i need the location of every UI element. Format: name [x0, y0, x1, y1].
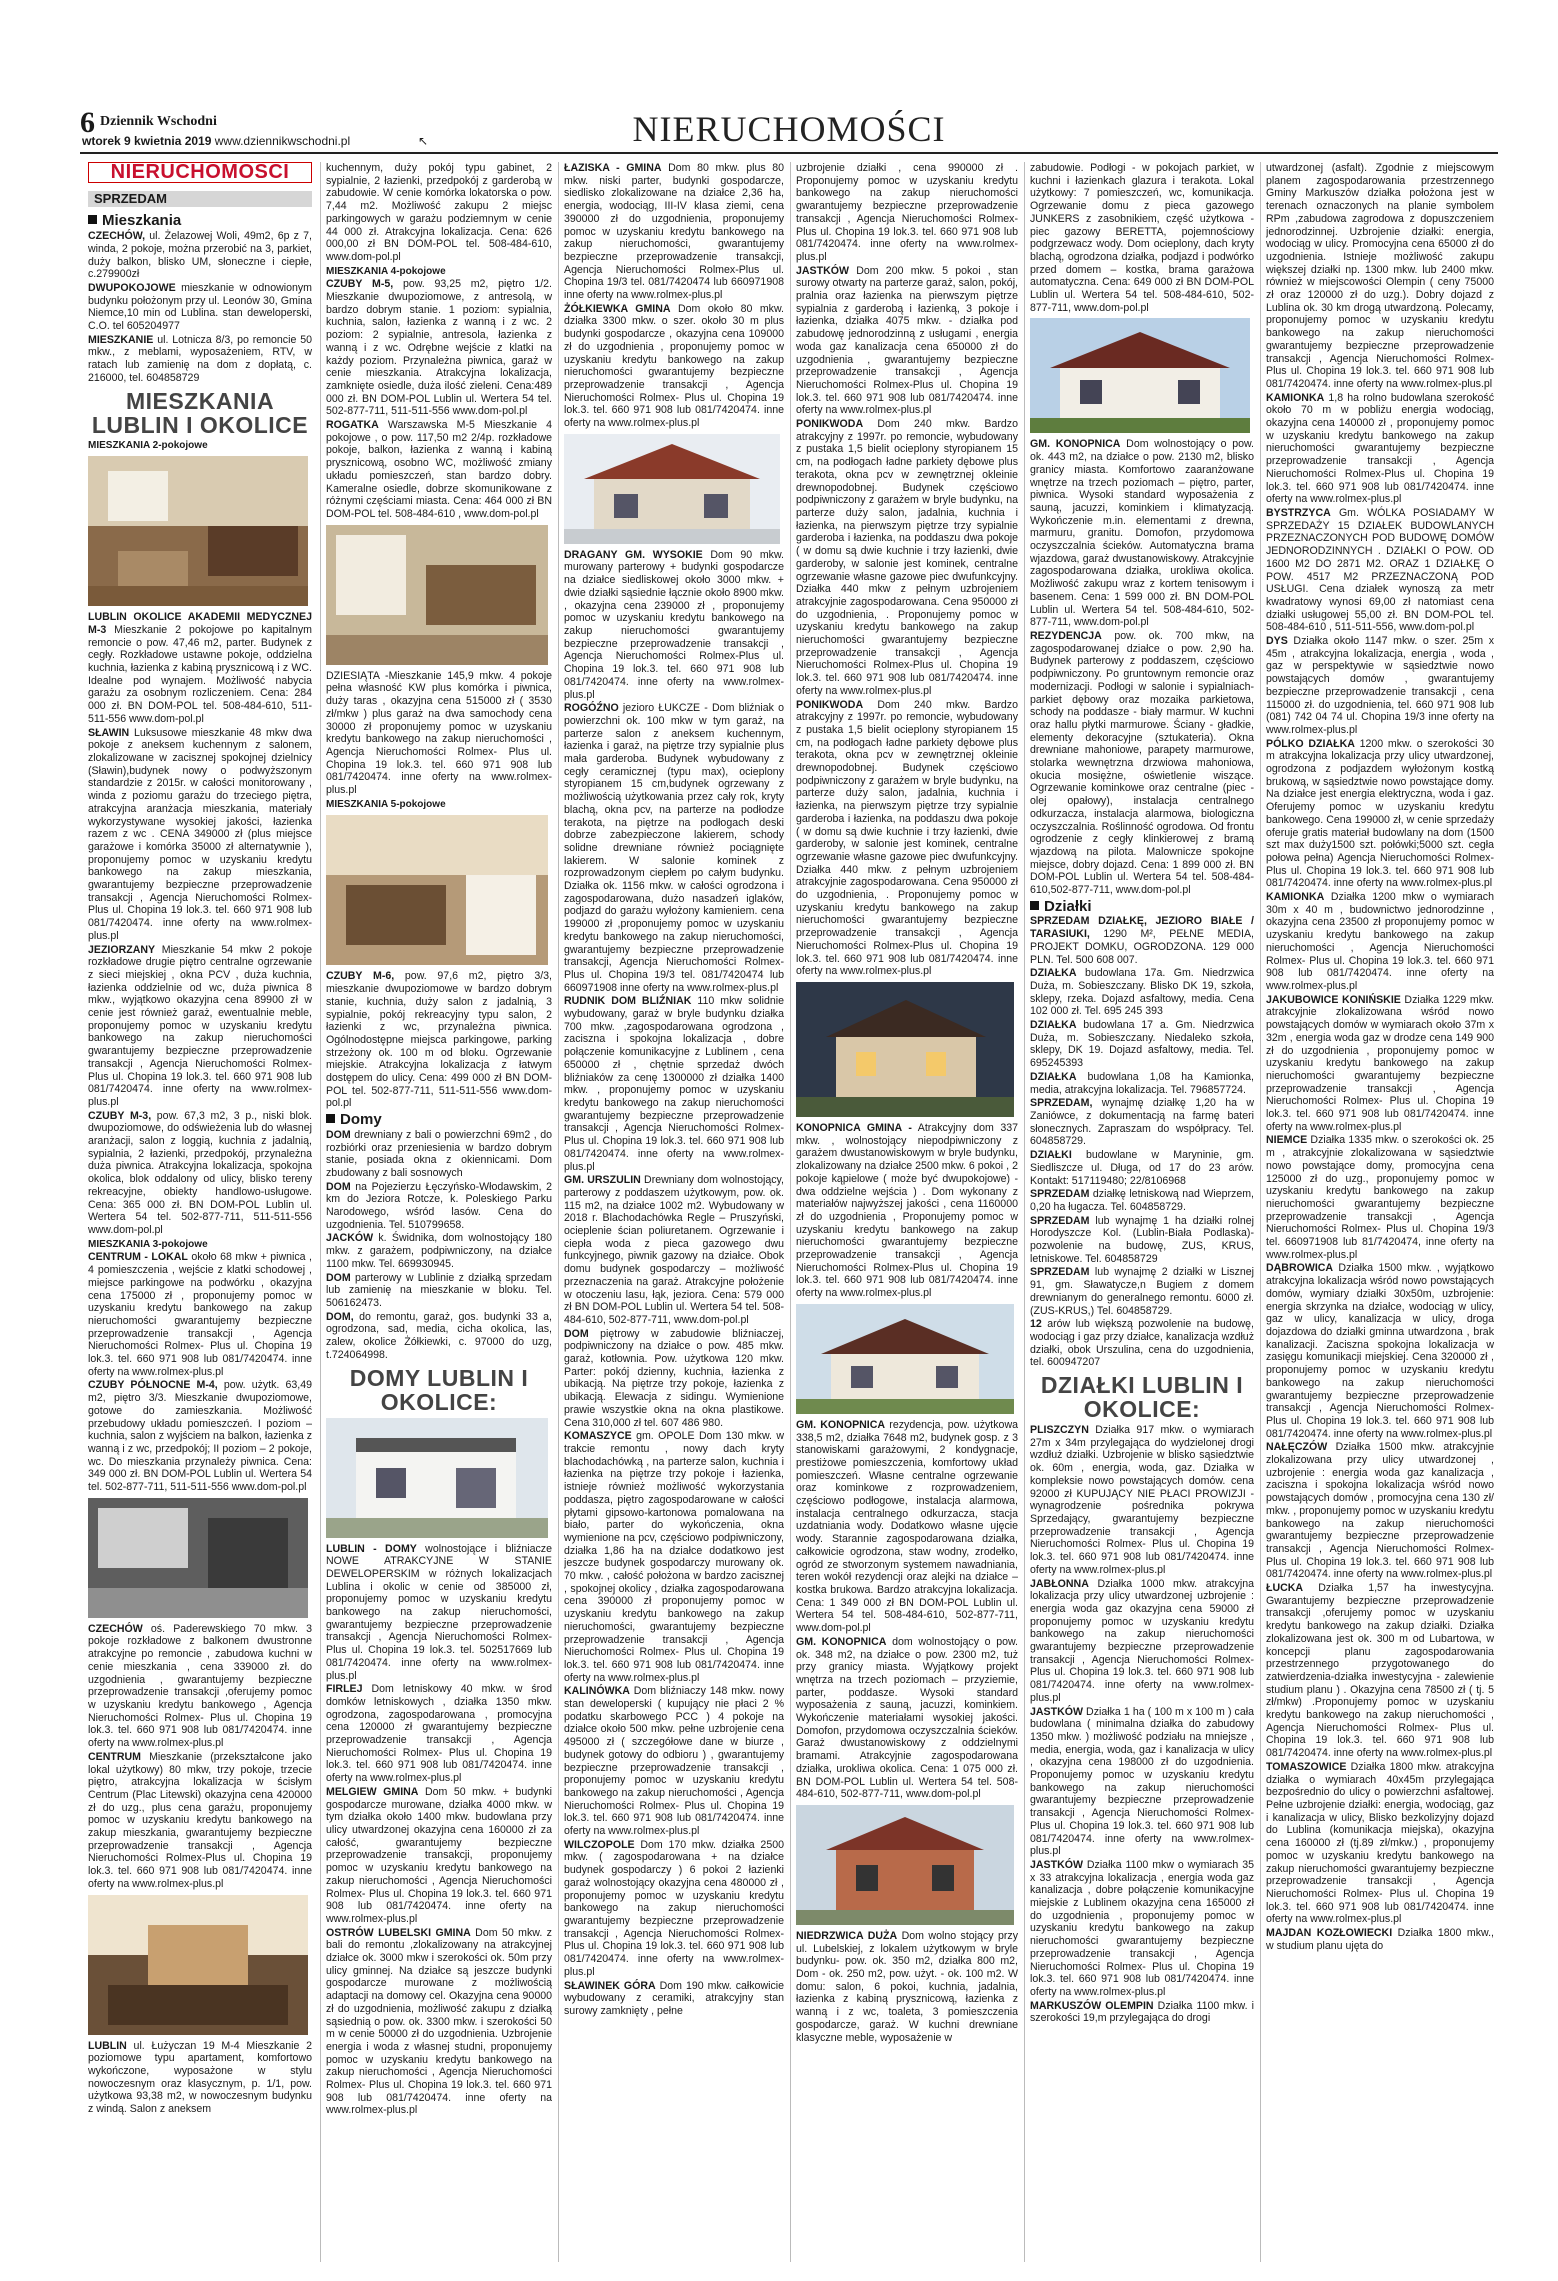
- apartment-photo: [326, 525, 548, 665]
- listing: OSTRÓW LUBELSKI GMINA Dom 50 mkw. z bali do remontu ,zlokalizowany na atrakcyjnej działce ok. 3000 mkw i szerokości ok. 50m przy ulicy gminnej. Na działce są jeszcze budynki gospodarcze murowane z możliwością adaptacji na domowy cel. Okazyjna cena 90000 zł do uzgodnienia, możliwość zakupu z działką sąsiednią o pow. ok. 3300 mkw. i szerokości 50 m w cenie 50000 zł do uzgodnienia. Uzbrojenie energia i woda z własnej studni, proponujemy pomoc w uzyskaniu kredytu bankowego na zakup nieruchomości , Agencja Nieruchomości Rolmex- Plus ul. Chopina 19 lok.3. tel. 660 971 908 lub 081/7420474. inne oferty na www.rolmex-plus.pl: [326, 1926, 552, 2117]
- listing: LUBLIN - DOMY wolnostojące i bliźniacze NOWE ATRAKCYJNE W STANIE DEWELOPERSKIM w różnych lokalizacjach Lublina i okolic w cenie od 385000 zł, proponujemy pomoc w uzyskaniu kredytu bankowego na zakup nieruchomości, gwarantujemy bezpieczne przeprowadzenie transakcji , Agencja Nieruchomości Rolmex-Plus ul. Chopina 19 lok.3. tel. 502517669 lub 081/7420474. inne oferty na www.rolmex-plus.pl: [326, 1542, 552, 1682]
- column-divider: [790, 162, 791, 2262]
- subcategory-caption: MIESZKANIA 2-pokojowe: [88, 439, 208, 451]
- page-number: 6: [80, 106, 95, 139]
- listing: PONIKWODA Dom 240 mkw. Bardzo atrakcyjny z 1997r. po remoncie, wybudowany z pustaka 1,5 bielit ocieplony styropianem 15 cm, na podłogach ładne parkiety dębowe plus terakota, okna pcv w zewnętrznej okleinie drewnopodobnej. Budynek częściowo podpiwniczony z garażem w bryle budynku, na parterze duży salon, jadalnia, kuchnia i łazienka, na pierwszym piętrze trzy sypialnie garderoba i łazienka, na poddaszu dwa pokoje ( w domu są dwie kuchnie i trzy łazienki, dwie garderoby, w salonie jest kominek, centralne ogrzewanie własne gazowe piec dwufunkcyjny. Działka 440 mkw z pełnym uzbrojeniem atrakcyjnie zagospodarowana. Cena 950000 zł do uzgodnienia, . Proponujemy pomoc w uzyskaniu kredytu bankowego na zakup nieruchomości gwarantujemy bezpieczne przeprowadzenie transakcji , Agencja Nieruchomości Rolmex-Plus ul. Chopina 19 lok.3. tel. 660 971 908 lub 081/7420474. inne oferty na www.rolmex-plus.pl: [796, 418, 1018, 697]
- column-5: [1030, 162, 1254, 2262]
- listing: DOM na Pojezierzu Łęczyńsko-Włodawskim, 2 km do Jeziora Rotcze, k. Poleskiego Parku Narodowego, wśród lasów. Cena do uzgodnienia. Tel. 510799658.: [326, 1180, 552, 1231]
- listing: MELGIEW GMINA Dom 50 mkw. + budynki gospodarcze murowane, działka 4000 mkw. w tym działka około 1400 mkw. budowlana przy ulicy utwardzonej okazyjna cena 160000 zł za całość, gwarantujemy bezpieczne przeprowadzenie transakcji, proponujemy pomoc w uzyskaniu kredytu bankowego na zakup nieruchomości , Agencja Nieruchomości Rolmex- Plus ul. Chopina 19 lok.3. tel. 660 971 908 lub 081/7420474. inne oferty na www.rolmex-plus.pl: [326, 1785, 552, 1925]
- listing: CENTRUM - LOKAL około 68 mkw + piwnica , 4 pomieszczenia , wejście z klatki schodowej , miejsce parkingowe na podwórku , okazyjna cena 175000 zł , proponujemy pomoc w uzyskaniu kredytu bankowego na zakup nieruchomości gwarantujemy bezpieczne przeprowadzenie transakcji , Agencja Nieruchomości Rolmex- Plus ul. Chopina 19 lok.3. tel. 660 971 908 lub 081/7420474. inne oferty na www.rolmex-plus.pl: [88, 1251, 312, 1378]
- square-bullet-icon: [88, 215, 97, 224]
- listing: BYSTRZYCA Gm. WÓLKA POSIADAMY W SPRZEDAŻY 15 DZIAŁEK BUDOWLANYCH PRZEZNACZONYCH POD BUDOWĘ DOMÓW JEDNORODZINNYCH . DZIAŁKI O POW. OD 1600 M2 DO 2871 M2. ORAZ 1 DZIAŁKĘ O POW. 4517 M2 PRZEZNACZONĄ POD USŁUGI. Cena działek wynoszą za metr kwadratowy wynosi 69,00 zł natomiast cena działki usługowej 55,00 zł. BN DOM-POL tel. 508-484-610 , 511-511-556, www.dom-pol.pl: [1266, 506, 1494, 634]
- listing: ŁAZISKA - GMINA Dom 80 mkw. plus 80 mkw. niski parter, budynki gospodarcze, siedlisko zlokalizowane na działce 2,36 ha, energia, wodociąg, III-IV klasa ziemi, cena 390000 zł do uzgodnienia, proponujemy pomoc w uzyskaniu kredytu bankowego na zakup nieruchomości, gwarantujemy bezpieczne przeprowadzenie transakcji, Agencja Nieruchomości Rolmex-Plus ul. Chopina 19/3 tel. 081/7420474 lub 660971908 inne oferty na www.rolmex-plus.pl: [564, 162, 784, 302]
- listing: DZIAŁKI budowlane w Maryninie, gm. Siedliszcze ul. Długa, od 17 do 23 arów. Kontakt: 517119480; 22/8106968: [1030, 1149, 1254, 1187]
- listing: SPRZEDAM lub wynajmę 1 ha działki rolnej Horodyszcze Kol. (Lublin-Biała Podlaska)-pozwolenie na budowę, ZUS, KRUS, letniskowe. Tel. 604858729: [1030, 1214, 1254, 1265]
- section-headline: DOMY LUBLIN I OKOLICE:: [349, 1364, 529, 1415]
- listing: DZIAŁKA budowlana 1,08 ha Kamionka, media, atrakcyjna lokalizacja. Tel. 796857724.: [1030, 1070, 1254, 1096]
- subcategory-caption: MIESZKANIA 4-pokojowe: [326, 265, 446, 277]
- subcategory-caption: MIESZKANIA 3-pokojowe: [88, 1238, 208, 1250]
- listing: KAMIONKA Działka 1200 mkw o wymiarach 30m x 40 m , budownictwo jednorodzinne , okazyjna cena 23500 zł proponujemy pomoc w uzyskaniu kredytu bankowego na zakup nieruchomości , Agencja Nieruchomości Rolmex- Plus ul. Chopina 19 lok.3. tel. 660 971 908 lub 081/7420474. inne oferty na www.rolmex-plus.pl: [1266, 891, 1494, 992]
- listing: SŁAWIN Luksusowe mieszkanie 48 mkw dwa pokoje z aneksem kuchennym z salonem, zlokalizowane w zacisznej spokojnej dzielnicy (Sławin),budynek nowy o podwyższonym standardzie z 2015r. w całości monitorowany , winda z poziomu garażu do trzeciego piętra, atrakcyjna aranżacja mieszkania, materiały wykorzystywane wysokiej jakości, łazienka razem z wc . CENA 349000 zł (plus miejsce garażowe i komórka 35000 zł alternatywnie ), proponujemy pomoc w uzyskaniu kredytu bankowego na zakup mieszkania, gwarantujemy bezpieczne przeprowadzenie transakcji , Agencja Nieruchomości Rolmex-Plus ul. Chopina 19 lok.3. tel. 660 971 908 lub 081/7420474. inne oferty na www.rolmex-plus.pl: [88, 726, 312, 942]
- column-divider: [1024, 162, 1025, 2262]
- listing: LUBLIN OKOLICE AKADEMII MEDYCZNEJ M-3 Mieszkanie 2 pokojowe po kapitalnym remoncie o pow. 47,46 m2, parter. Budynek z cegły. Rozkładowe ustawne pokoje, oddzielna kuchnia, łazienka z kabiną prysznicową i z WC. Idealne pod wynajem. Możliwość nabycia garażu za osobnym rozliczeniem. Cena: 284 000 zł. BN DOM-POL tel. 508-484-610, 511-511-556 www.dom-pol.pl: [88, 611, 312, 725]
- listing: ŻÓŁKIEWKA GMINA Dom około 80 mkw. działka 3300 mkw. o szer. około 30 m plus budynki gospodarcze , okazyjna cena 109000 zł do uzgodnienia , proponujemy pomoc w uzyskaniu kredytu bankowego na zakup nieruchomości gwarantujemy bezpieczne przeprowadzenie transakcji , Agencja Nieruchomości Rolmex- Plus ul. Chopina 19 lok.3. tel. 660 971 908 lub 081/7420474. inne oferty na www.rolmex-plus.pl: [564, 302, 784, 430]
- listing: JABŁONNA Działka 1000 mkw. atrakcyjna lokalizacja przy ulicy utwardzonej uzbrojenie : energia woda gaz okazyjna cena 59000 zł proponujemy pomoc w uzyskaniu kredytu bankowego na zakup nieruchomości gwarantujemy bezpieczne przeprowadzenie transakcji , Agencja Nieruchomości Rolmex- Plus ul. Chopina 19 lok.3. tel. 660 971 908 lub 081/7420474. inne oferty na www.rolmex-plus.pl: [1030, 1577, 1254, 1704]
- listing: NAŁĘCZÓW Działka 1500 mkw. atrakcyjnie zlokalizowana przy ulicy utwardzonej , uzbrojenie : energia woda gaz kanalizacja , zaciszna i spokojna lokalizacja wśród nowo powstających domów , promocyjna cena 130 zł/ mkw. , proponujemy pomoc w uzyskaniu kredytu bankowego na zakup nieruchomości gwarantujemy bezpieczne przeprowadzenie transakcji , Agencja Nieruchomości Rolmex- Plus ul. Chopina 19 lok.3. tel. 660 971 908 lub 081/7420474. inne oferty na www.rolmex-plus.pl: [1266, 1441, 1494, 1581]
- listing: zabudowie. Podłogi - w pokojach parkiet, w kuchni i łazienkach glazura i terakota. Lokal użytkowy: 7 pomieszczeń, wc, komunikacja. Ogrzewanie domu z pieca gazowego JUNKERS z zasobnikiem, część użytkowa - piec gazowy BERETTA, pojemnościowy podgrzewacz wody. Dom ocieplony, dach kryty blachą, ogrodzona działka, podjazd i podwórko przed domem – kostka, brama garażowa automatyczna. Cena: 649 000 zł BN DOM-POL Lublin ul. Wertera 54 tel. 508-484-610, 502-877-711, www.dom-pol.pl: [1030, 162, 1254, 314]
- listing: CZUBY PÓŁNOCNE M-4, pow. użytk. 63,49 m2, piętro 3/3. Mieszkanie dwupoziomowe, gotowe do zamieszkania. Możliwość przebudowy układu pomieszczeń. I poziom – kuchnia, salon z wyjściem na balkon, łazienka z wanną i z wc, przedpokój; II poziom – 2 pokoje, wc. Do mieszkania przynależy piwnica. Cena: 349 000 zł. BN DOM-POL Lublin ul. Wertera 54 tel. 502-877-711, 511-511-556 www.dom-pol.pl: [88, 1379, 312, 1494]
- listing: SPRZEDAM lub wynajmę 2 działki w Lisznej 91, gm. Sławatycze,n Bugiem z domem drewnianym do generalnego remontu. 6000 zł. (ZUS-KRUS,) Tel. 604858729.: [1030, 1266, 1254, 1317]
- listing: TOMASZOWICE Działka 1800 mkw. atrakcyjna działka o wymiarach 40x45m przylegająca bezpośrednio do ulicy o powierzchni asfaltowej. Pełne uzbrojenie działki: energia, wodociąg, gaz i kanalizacja w ulicy, Blisko bezkolizyjny dojazd do Lublina (komunikacja miejska), okazyjna cena 160000 zł (tj.89 zł/mkw.) , proponujemy pomoc w uzyskaniu kredytu bankowego na zakup nieruchomości gwarantujemy bezpieczne przeprowadzenie transakcji , Agencja Nieruchomości Rolmex- Plus ul. Chopina 19 lok.3. tel. 660 971 908 lub 081/7420474. inne oferty na www.rolmex-plus.pl: [1266, 1760, 1494, 1926]
- listing: MARKUSZÓW OLEMPIN Działka 1100 mkw. i szerokości 19,m przylegająca do drogi: [1030, 1999, 1254, 2025]
- listing: DRAGANY GM. WYSOKIE Dom 90 mkw. murowany parterowy + budynki gospodarcze na działce siedliskowej około 3000 mkw. + dwie działki sąsiednie łącznie około 8900 mkw. , okazyjna cena 239000 zł , proponujemy pomoc w uzyskaniu kredytu bankowego na zakup nieruchomości gwarantujemy bezpieczne przeprowadzenie transakcji , Agencja Nieruchomości Rolmex-Plus ul. Chopina 19 lok.3. tel. 660 971 908 lub 081/7420474. inne oferty na www.rolmex-plus.pl: [564, 548, 784, 701]
- website-link[interactable]: www.dziennikwschodni.pl: [214, 134, 351, 148]
- listing: DYS Działka około 1147 mkw. o szer. 25m x 45m , atrakcyjna lokalizacja, energia , woda , gaz w perspektywie w sąsiedztwie nowo powstających domów , gwarantujemy bezpieczne przeprowadzenie transakcji , cena 115000 zł. do uzgodnienia, tel. 660 971 908 lub (081) 742 04 74 ul. Chopina 19/3 inne oferty na www.rolmex-plus.pl: [1266, 635, 1494, 736]
- listing: NIEMCE Działka 1335 mkw. o szerokości ok. 25 m , atrakcyjnie zlokalizowana w sąsiedztwie nowo powstające domy, promocyjna cena 125000 zł do uzg., proponujemy pomoc w uzyskaniu kredytu bankowego na zakup nieruchomości gwarantujemy bezpieczne przeprowadzenie transakcji , Agencja Nieruchomości Rolmex- Plus ul. Chopina 19/3 tel. 660971908 lub 81/7420474, inne oferty na www.rolmex-plus.pl: [1266, 1134, 1494, 1261]
- section-headline: DZIAŁKI LUBLIN I OKOLICE:: [1040, 1372, 1244, 1423]
- column-4: [796, 162, 1018, 2262]
- column-divider: [320, 162, 321, 2262]
- listing: KALINÓWKA Dom bliźniaczy 148 mkw. nowy stan deweloperski ( kupujący nie płaci 2 % podatku skarbowego PCC ) 4 pokoje na działce około 500 mkw. pełne uzbrojenie cena 495000 zł ( szczegółowe dane w biurze , budynek gotowy do odbioru ) , gwarantujemy bezpieczne przeprowadzenie transakcji , proponujemy pomoc w uzyskaniu kredytu bankowego na zakup nieruchomości , Agencja Nieruchomości Rolmex- Plus ul. Chopina 19 lok.3. tel. 660 971 908 lub 081/7420474. inne oferty na www.rolmex-plus.pl: [564, 1685, 784, 1838]
- listing: DZIESIĄTA -Mieszkanie 145,9 mkw. 4 pokoje pełna własność KW plus komórka i piwnica, duży taras , okazyjna cena 515000 zł ( 3530 zł/mkw ) plus garaż na dwa samochody cena 30000 zł proponujemy pomoc w uzyskaniu kredytu bankowego na zakup nieruchomości , Agencja Nieruchomości Rolmex- Plus ul. Chopina 19 lok.3. tel. 660 971 908 lub 081/7420474. inne oferty na www.rolmex-plus.pl: [326, 669, 552, 797]
- subheading-text: Mieszkania: [102, 212, 182, 230]
- square-bullet-icon: [326, 1114, 335, 1123]
- column-2: [326, 162, 552, 2262]
- listing: FIRLEJ Dom letniskowy 40 mkw. w środ domków letniskowych , działka 1350 mkw. ogrodzona, zagospodarowana , promocyjna cena 120000 zł gwarantujemy bezpieczne przeprowadzenie transakcji , Agencja Nieruchomości Rolmex- Plus ul. Chopina 19 lok.3. tel. 660 971 908 lub 081/7420474. inne oferty na www.rolmex-plus.pl: [326, 1683, 552, 1785]
- category-box: NIERUCHOMOŚCI: [88, 162, 312, 183]
- house-photo: [326, 1418, 548, 1538]
- listing: GM. URSZULIN Drewniany dom wolnostojący, parterowy z poddaszem użytkowym, pow. ok. 115 m2, na działce 1002 m2. Wybudowany w 2018 r. Blachodachówka Regle – Pruszyński, ocieplenie ścian poliuretanem. Ogrzewanie i ciepła woda z pieca gazowego dwu funkcyjnego, piwnik gazowy na działce. Obok domu budynek gospodarczy – możliwość przeznaczenia na garaż. Atrakcyjne położenie w otoczeniu lasu, łąk, jeziora. Cena: 579 000 zł BN DOM-POL Lublin ul. Wertera 54 tel. 508-484-610, 502-877-711, www.dom-pol.pl: [564, 1174, 784, 1326]
- publication-name: Dziennik Wschodni: [100, 114, 217, 129]
- subheading-mieszkania: [88, 212, 312, 230]
- issue-date-text: wtorek 9 kwietnia 2019: [82, 134, 212, 148]
- listing: NIEDRZWICA DUŻA Dom wolno stojący przy ul. Lubelskiej, z lokalem użytkowym w bryle budynku- pow. ok. 350 m2, działka 800 m2, Dom - ok. 250 m2, pow. użyt. - ok. 100 m2. W domu: salon, 6 pokoi, kuchnia, jadalnia, łazienka z kabiną prysznicową, łazienka z wanną i z wc, toaleta, 3 pomieszczenia gospodarcze, garaż. W kuchni drewniane klasyczne meble, wyposażenie w: [796, 1929, 1018, 2044]
- apartment-photo: [88, 1895, 308, 2035]
- listing: MIESZKANIE ul. Lotnicza 8/3, po remoncie 50 mkw., z meblami, wyposażeniem, RTV, w ratach lub zamienię na dom z dopłatą, c. 216000, tel. 604858729: [88, 333, 312, 384]
- listing: PÓLKO DZIAŁKA 1200 mkw. o szerokości 30 m atrakcyjna lokalizacja przy ulicy utwardzonej, ogrodzona z podjazdem wyłożonym kostką brukową, w sąsiedztwie nowo powstające domy. Na działce jest energia elektryczna, woda i gaz. Oferujemy pomoc w uzyskaniu kredytu bankowego. Cena 199000 zł, w cenie sprzedaży oferuje gratis materiał budowlany na dom (1500 szt max duży1500 szt. połówki;5000 szt. cegła połowa pełna) Agencja Nieruchomości Rolmex- Plus ul. Chopina 19 lok.3. tel. 660 971 908 lub 081/7420474. inne oferty na www.rolmex-plus.pl: [1266, 737, 1494, 890]
- listing: JASTKÓW Dom 200 mkw. 5 pokoi , stan surowy otwarty na parterze garaż, salon, pokój, pralnia oraz łazienka na pierwszym piętrze sypialnia z garderobą i łazienką, 3 pokoje i łazienka, działka 4075 mkw. - działka pod zabudowę jednorodzinną z usługami , energia woda gaz kanalizacja cena 650000 zł do uzgodnienia , gwarantujemy bezpieczne przeprowadzenie transakcji , Agencja Nieruchomości Rolmex-Plus ul. Chopina 19 lok.3. tel. 660 971 908 lub 081/7420474. inne oferty na www.rolmex-plus.pl: [796, 264, 1018, 417]
- listing: JASTKÓW Działka 1 ha ( 100 m x 100 m ) cała budowlana ( minimalna działka do zabudowy 1350 mkw. ) możliwość podziału na mniejsze , media, energia, woda, gaz i kanalizacja w ulicy , okazyjna cena 198000 zł do uzgodnienia. Proponujemy pomoc w uzyskaniu kredytu bankowego na zakup nieruchomości gwarantujemy bezpieczne przeprowadzenie transakcji , Agencja Nieruchomości Rolmex- Plus ul. Chopina 19 lok.3. tel. 660 971 908 lub 081/7420474. inne oferty na www.rolmex-plus.pl: [1030, 1705, 1254, 1858]
- page-header: [80, 108, 1498, 154]
- listing: DOM, do remontu, garaż, gos. budynki 33 a, ogrodzona, sad, media, cicha okolica, las, zalew, okolice Żółkiewki, c. 97000 do uzg, t.724064998.: [326, 1310, 552, 1361]
- listing: CZECHÓW, ul. Żelazowej Woli, 49m2, 6p z 7, winda, 2 pokoje, można przerobić na 3, parkiet, duży balkon, blisko UM, słoneczne i ciepłe, c.279900zł: [88, 230, 312, 281]
- listing: CENTRUM Mieszkanie (przekształcone jako lokal użytkowy) 80 mkw, trzy pokoje, trzecie piętro, atrakcyjna lokalizacja w ścisłym Centrum (Plac Litewski) okazyjna cena 420000 zł do uzg., plus cena garażu, proponujemy pomoc w uzyskaniu kredytu bankowego na zakup mieszkania, gwarantujemy bezpieczne przeprowadzenie transakcji , Agencja Nieruchomości Rolmex-Plus ul. Chopina 19 lok.3. tel. 660 971 908 lub 081/7420474. inne oferty na www.rolmex-plus.pl: [88, 1750, 312, 1890]
- listing: ROGÓŹNO jezioro ŁUKCZE - Dom bliźniak o powierzchni ok. 100 mkw w tym garaż, na parterze salon z aneksem kuchennym, łazienka i garaż, na piętrze trzy sypialnie plus mała garderoba. Budynek wybudowany z cegły ceramicznej (typu max), ocieplony styropianem 15 cm,budynek ogrzewany z możliwością użytkowania przez cały rok, kryty blachą, okna pcv, na parterze na podłodze terakota, na piętrze na podłogach deski dobrze zabezpieczone lakierem, schody solidne drewniane również pociągnięte lakierem. W salonie kominek z rozprowadzonym ciepłem po całym budynku. Działka ok. 1156 mkw. w całości ogrodzona i zagospodarowana, dużo nasadzeń iglaków, podjazd do garażu wyłożony kamieniem. cena 199000 zł ,proponujemy pomoc w uzyskaniu kredytu bankowego na zakup nieruchomości, gwarantujemy bezpieczne przeprowadzenie transakcji, Agencja Nieruchomości Rolmex-Plus ul. Chopina 19/3 tel. 081/7420474 lub 660971908 inne oferty na www.rolmex-plus.pl: [564, 702, 784, 994]
- listing: KONOPNICA GMINA - Atrakcyjny dom 337 mkw. , wolnostojący niepodpiwniczony z garażem dwustanowiskowym w bryle budynku, zlokalizowany na działce 2500 mkw. 6 pokoi , 2 pokoje kąpielowe ( może być dwupokojowe) - dwa oddzielne wejścia ) . Dom wykonany z materiałów najwyższej jakości , cena 1160000 zł do uzgodnienia , Proponujemy pomoc w uzyskaniu kredytu bankowego na zakup nieruchomości gwarantujemy bezpieczne przeprowadzenie transakcji , Agencja Nieruchomości Rolmex-Plus ul. Chopina 19 lok.3. tel. 660 971 908 lub 081/7420474. inne oferty na www.rolmex-plus.pl: [796, 1122, 1018, 1300]
- column-1: [88, 162, 312, 2262]
- column-divider: [1260, 162, 1261, 2262]
- apartment-photo: [88, 456, 308, 606]
- listing: CZUBY M-6, pow. 97,6 m2, piętro 3/3, mieszkanie dwupoziomowe w bardzo dobrym stanie, kuchnia, duży salon z jadalnią, 3 sypialnie, pokój rekreacyjny typu salon, 2 łazienki z wc, przynależna piwnica. Ogólnodostępne miejsca parkingowe, parking strzeżony ok. 100 m od bloku. Ogrzewanie miejskie. Atrakcyjna lokalizacja z łatwym dostępem do ulicy. Cena: 499 000 zł BN DOM-POL tel. 502-877-711, 511-511-556 www.dom-pol.pl: [326, 970, 552, 1110]
- section-title: NIERUCHOMOŚCI: [632, 109, 946, 149]
- subheading-text: Działki: [1044, 897, 1092, 915]
- listing: RUDNIK DOM BLIŹNIAK 110 mkw solidnie wybudowany, garaż w bryle budynku działka 700 mkw. ,zagospodarowana ogrodzona , zaciszna i spokojna lokalizacja , dobre połączenie komunikacyjne z Lublinem , cena 650000 zł , chętnie sprzedaż dwóch bliźniaków za cenę 1300000 zł działka 1400 mkw. , proponujemy pomoc w uzyskaniu kredytu bankowego na zakup nieruchomości gwarantujemy bezpieczne przeprowadzenie transakcji , Agencja Nieruchomości Rolmex- Plus ul. Chopina 19 lok.3. tel. 660 971 908 lub 081/7420474. inne oferty na www.rolmex-plus.pl: [564, 995, 784, 1173]
- house-photo: [1030, 318, 1250, 433]
- house-photo: [796, 982, 1014, 1117]
- listing: MAJDAN KOZŁOWIECKI Działka 1800 mkw., w studium planu ujęta do: [1266, 1927, 1494, 1952]
- listing: GM. KONOPNICA rezydencja, pow. użytkowa 338,5 m2, działka 7648 m2, budynek gosp. z 3 stanowiskami garażowymi, 2 kondygnacje, prestiżowe pomieszczenia, komfortowy układ pomieszczeń. Własne centralne ogrzewanie oraz kominkowe z rozprowadzeniem, częściowo podłogowe, instalacja alarmowa, instalacja centralnego odkurzacza, stacja uzdatniania wody. Dodatkowo własne ujęcie wody. Starannie zagospodarowana działka, całkowicie ogrodzona, staw wodny, zrodełko, ogród ze stworzonym systemem nawadniania, teren wokół rezydencji oraz alejki na działce – kostka brukowa. Bardzo atrakcyjna lokalizacja. Cena: 1 349 000 zł BN DOM-POL Lublin ul. Wertera 54 tel. 508-484-610, 502-877-711, www.dom-pol.pl: [796, 1418, 1018, 1635]
- listing: DĄBROWICA Działka 1500 mkw. , wyjątkowo atrakcyjna lokalizacja wśród nowo powstających domów, wymiary działki 30x50m, uzbrojenie: energia skrzynka na działce, wodociąg w ulicy, gaz w ulicy, kanalizacja w ulicy, droga dojazdowa do działki gminna utwardzona , brak kanalizacji. Zaciszna spokojna lokalizacja w zasięgu komunikacji miejskiej. Cena 320000 zł , proponujemy pomoc w uzyskaniu kredytu bankowego na zakup nieruchomości gwarantujemy bezpieczne przeprowadzenie transakcji , Agencja Nieruchomości Rolmex- Plus ul. Chopina 19 lok.3. tel. 660 971 908 lub 081/7420474. inne oferty na www.rolmex-plus.pl: [1266, 1262, 1494, 1440]
- apartment-photo: [326, 815, 548, 965]
- column-divider: [558, 162, 559, 2262]
- listing: JASTKÓW Działka 1100 mkw o wymiarach 35 x 33 atrakcyjna lokalizacja , energia woda gaz kanalizacja , dobre połączenie komunikacyjne miejskie z Lublinem okazyjna cena 165000 zł do uzgodnienia , proponujemy pomoc w uzyskaniu kredytu bankowego na zakup nieruchomości gwarantujemy bezpieczne przeprowadzenie transakcji , Agencja Nieruchomości Rolmex- Plus ul. Chopina 19 lok.3. tel. 660 971 908 lub 081/7420474. inne oferty na www.rolmex-plus.pl: [1030, 1858, 1254, 1998]
- subheading-text: Domy: [340, 1111, 382, 1129]
- category-bar: SPRZEDAM: [88, 191, 312, 208]
- listing: SPRZEDAM działkę letniskową nad Wieprzem, 0,20 ha ługacza. Tel. 604858729.: [1030, 1188, 1254, 1213]
- house-photo: [796, 1805, 1014, 1925]
- listing: DZIAŁKA budowlana 17 a. Gm. Niedrzwica Duża, m. Sobieszczany. Niedaleko szkoła, sklepy, DK 19. Dojazd asfaltowy, media. Tel. 695245393: [1030, 1019, 1254, 1070]
- listing: JAKUBOWICE KONIŃSKIE Działka 1229 mkw. atrakcyjnie zlokalizowana wśród nowo powstających domów w wymiarach około 37m x 32m , energia woda gaz w drodze cena 149 900 zł do uzgodnienia , proponujemy pomoc w uzyskaniu kredytu bankowego na zakup nieruchomości gwarantujemy bezpieczne przeprowadzenie transakcji , Agencja Nieruchomości Rolmex- Plus ul. Chopina 19 lok.3. tel. 660 971 908 lub 081/7420474. inne oferty na www.rolmex-plus.pl: [1266, 993, 1494, 1133]
- listing: kuchennym, duży pokój typu gabinet, 2 sypialnie, 2 łazienki, przedpokój z garderobą w zabudowie. W cenie komórka lokatorska o pow. 7,44 m2. Możliwość zakupu 2 miejsc parkingowych w garażu podziemnym w cenie 44 000 zł. Atrakcyjna lokalizacja. Cena: 626 000,00 zł BN DOM-POL tel. 508-484-610, www.dom-pol.pl: [326, 162, 552, 263]
- listing: DOM drewniany z bali o powierzchni 69m2 , do rozbiórki oraz przeniesienia w bardzo dobrym stanie, posiada okna z okiennicami. Dom zbudowany z bali sosnowych: [326, 1128, 552, 1179]
- listing: SPRZEDAM DZIAŁKĘ, JEZIORO BIAŁE / TARASIUKI, 1290 M², PEŁNE MEDIA, PROJEKT DOMKU, OGRODZONA. 129 000 PLN. Tel. 500 608 007.: [1030, 915, 1254, 966]
- house-photo: [796, 1304, 1014, 1414]
- apartment-photo: [88, 1498, 308, 1618]
- listing: PLISZCZYN Działka 917 mkw. o wymiarach 27m x 34m przylegająca do wydzielonej drogi wzdłuż działki. Uzbrojenie w blisko sąsiedztwie ok. 60m , energia, woda, gaz. Działka w kompleksie nowo powstających domów. cena 92000 zł KUPUJĄCY NIE PŁACI PROWIZJI -wynagrodzenie pośrednika pokrywa Sprzedający, gwarantujemy bezpieczne przeprowadzenie transakcji , Agencja Nieruchomości Rolmex- Plus ul. Chopina 19 lok.3. tel. 660 971 908 lub 081/7420474. inne oferty na www.rolmex-plus.pl: [1030, 1424, 1254, 1576]
- cursor-arrow-icon: ↖: [418, 134, 429, 148]
- listing: JEZIORZANY Mieszkanie 54 mkw 2 pokoje rozkładowe drugie piętro centralne ogrzewanie z sieci miejskiej , okna PCV , duża kuchnia, łazienka oddzielnie od wc, duża piwnica 8 mkw., wyjątkowo okazyjna cena 89900 zł w cenie jest również garaż, ewentualnie meble, proponujemy pomoc w uzyskaniu kredytu bankowego na zakup nieruchomości gwarantujemy bezpieczne przeprowadzenie transakcji , Agencja Nieruchomości Rolmex- Plus ul. Chopina 19 lok.3. tel. 660 971 908 lub 081/7420474. inne oferty na www.rolmex-plus.pl: [88, 943, 312, 1108]
- listing: utwardzonej (asfalt). Zgodnie z miejscowym planem zagospodarowania przestrzennego Gminy Markuszów działka położona jest w terenach oznaczonych na planie symbolem RPm ,zabudowa zagrodowa z dopuszczeniem jednorodzinnej. Uzbrojenie działki: energia, wodociąg w ulicy. Promocyjna cena 65000 zł do uzgodnienia. Istnieje możliwość zakupu większej działki np. 1300 mkw. lub 2400 mkw. również w miejscowości Olempin ( ceny 75000 zł oraz 120000 zł do uzg.). Dobry dojazd z Lublina ok. 30 km drogą utwardzoną. Polecamy, proponujemy pomoc w uzyskaniu kredytu bankowego na zakup nieruchomości gwarantujemy bezpieczne przeprowadzenie transakcji , Agencja Nieruchomości Rolmex- Plus ul. Chopina 19 lok.3. tel. 660 971 908 lub 081/7420474. inne oferty na www.rolmex-plus.pl: [1266, 162, 1494, 390]
- listing: SPRZEDAM, wynajmę działkę 1,20 ha w Zaniówce, z dokumentacją na farmę bateri słonecznych. Zapraszam do współpracy. Tel. 604858729.: [1030, 1097, 1254, 1148]
- listing: DOM piętrowy w zabudowie bliźniaczej, podpiwniczony na działce o pow. 485 mkw. garaż, kotłownia. Pow. użytkowa 120 mkw. Parter: pokój dzienny, kuchnia, łazienka z ubikacją. Na piętrze trzy pokoje, łazienka z ubikacją. Elewacja z sidingu. Wymienione prawie wszystkie okna na okna plastikowe. Cena 310,000 zł tel. 607 486 980.: [564, 1327, 784, 1429]
- listing: DWUPOKOJOWE mieszkanie w odnowionym budynku położonym przy ul. Leonów 30, Gmina Niemce,10 min od Lublina. stan deweloperski, C.O. tel 605204977: [88, 281, 312, 333]
- column-3: [564, 162, 784, 2262]
- listing: KOMASZYCE gm. OPOLE Dom 130 mkw. w trakcie remontu , nowy dach kryty blachodachówką , na parterze salon, kuchnia i łazienka na piętrze trzy pokoje i łazienka, istnieje również możliwość wykorzystania poddasza, piętro zagospodarowane w całości płytami gipsowo-kartonowa pomalowana na biało, parter do wykończenia, okna wymienione na pcv, częściowo podpiwniczony, działka 1,86 ha na działce dodatkowo jest jeszcze budynek gospodarczy murowany ok. 70 mkw. , całość położona w bardzo zacisznej , spokojnej okolicy , działka zagospodarowana cena 390000 zł proponujemy pomoc w uzyskaniu kredytu bankowego na zakup nieruchomości, gwarantujemy bezpieczne przeprowadzenie transakcji , Agencja Nieruchomości Rolmex- Plus ul. Chopina 19 lok.3. tel. 660 971 908 lub 081/7420474. inne oferty na www.rolmex-plus.pl: [564, 1430, 784, 1684]
- listing: JACKÓW k. Świdnika, dom wolnostojący 180 mkw. z garażem, podpiwniczony, na działce 1100 mkw. Tel. 669930945.: [326, 1232, 552, 1270]
- listing: REZYDENCJA pow. ok. 700 mkw, na zagospodarowanej działce o pow. 2,90 ha. Budynek parterowy z poddaszem, częściowo podpiwniczony. Po gruntownym remoncie oraz modernizacji. Podłogi w salonie i sypialniach- parkiet dębowy oraz mozaika parkietowa, schody na poddasze - biały marmur. W kuchni oraz hallu płytki marmurowe. Ściany - gładkie, elementy dekoracyjne (sztukateria). Okna drewniane mahoniowe, parapety marmurowe, stolarka wewnętrzna drzwiowa mahoniowa, okucia mosiężne, oświetlenie wiszące. Ogrzewanie kominkowe oraz centralne (piec - olej opałowy), instalacja centralnego odkurzacza, instalacja alarmowa, biologiczna oczyszczalnia. Roślinność ogrodowa. Od frontu ogrodzenie z cegły klinkierowej z bramą wjazdową na pilota. Malownicze spokojne miejsce, dobry dojazd. Cena: 1 899 000 zł. BN DOM-POL Lublin ul. Wertera 54 tel. 508-484-610,502-877-711, www.dom-pol.pl: [1030, 629, 1254, 897]
- column-6: [1266, 162, 1494, 2262]
- house-photo: [564, 434, 780, 544]
- listing: KAMIONKA 1,8 ha rolno budowlana szerokość około 70 m w pobliżu energia wodociąg, okazyjna cena 140000 zł , proponujemy pomoc w uzyskaniu kredytu bankowego na zakup nieruchomości gwarantujemy bezpieczne przeprowadzenie transakcji , Agencja Nieruchomości Rolmex-Plus ul. Chopina 19 lok.3. tel. 660 971 908 lub 081/7420474. inne oferty na www.rolmex-plus.pl: [1266, 391, 1494, 506]
- listing: GM. KONOPNICA dom wolnostojący o pow. ok. 348 m2, na działce o pow. 2300 m2, tuż przy granicy miasta. Wyjątkowy projekt wnętrza na trzech poziomach – przyziemie, parter, poddasze. Wysoki standard wyposażenia z sauną, jacuzzi, kominkiem. Wykończenie materiałami wysokiej jakości. Domofon, przydomowa oczyszczalnia ścieków. Garaż dwustanowiskowy z oddzielnymi bramami. Atrakcyjnie zagospodarowana działka, urokliwa okolica. Cena: 1 075 000 zł. BN DOM-POL Lublin ul. Wertera 54 tel. 508-484-610, 502-877-711, www.dom-pol.pl: [796, 1635, 1018, 1801]
- subheading-domy: [326, 1111, 552, 1129]
- listing: ROGATKA Warszawska M-5 Mieszkanie 4 pokojowe , o pow. 117,50 m2 2/4p. rozkładowe pokoje, balkon, łazienka z wanną i kabiną prysznicową, osobno WC, możliwość zmiany układu pomieszczeń, stan bardzo dobry. Kameralne osiedle, dobrze skomunikowane z różnymi częściami miasta. Cena: 464 000 zł BN DOM-POL tel. 508-484-610 , www.dom-pol.pl: [326, 419, 552, 520]
- listing: DZIAŁKA budowlana 17a. Gm. Niedrzwica Duża, m. Sobieszczany. Blisko DK 19, szkoła, sklepy, rzeka. Dojazd asfaltowy, media. Cena 102 000 zł. Tel. 695 245 393: [1030, 967, 1254, 1018]
- listing: WILCZOPOLE Dom 170 mkw. działka 2500 mkw. ( zagospodarowana + na działce budynek gospodarczy ) 6 pokoi 2 łazienki garaż wolnostojący okazyjna cena 480000 zł , proponujemy pomoc w uzyskaniu kredytu bankowego na zakup nieruchomości gwarantujemy bezpieczne przeprowadzenie transakcji , Agencja Nieruchomości Rolmex-Plus ul. Chopina 19 lok.3. tel. 660 971 908 lub 081/7420474. inne oferty na www.rolmex-plus.pl: [564, 1838, 784, 1978]
- subheading-dzialki: [1030, 897, 1254, 915]
- listing: ŁUCKA Działka 1,57 ha inwestycyjna. Gwarantujemy bezpieczne przeprowadzenie transakcji ,oferujemy pomoc w uzyskaniu kredytu bankowego na zakup działki. Działka zlokalizowana jest ok. 300 m od Lubartowa, w koncepcji planu zagospodarowania przestrzennego przygotowanego do zatwierdzenia-działka inwestycyjna - zalewienie studium planu ) . Okazyjna cena 78500 zł ( tj. 5 zł/mkw) .Proponujemy pomoc w uzyskaniu kredytu bankowego na zakup nieruchomości , Agencja Nieruchomości Rolmex- Plus ul. Chopina 19 lok.3. tel. 660 971 908 lub 081/7420474. inne oferty na www.rolmex-plus.pl: [1266, 1582, 1494, 1760]
- listing: CZUBY M-5, pow. 93,25 m2, piętro 1/2. Mieszkanie dwupoziomowe, z antresolą, w bardzo dobrym stanie. 1 poziom: sypialnia, kuchnia, salon, łazienka z wanną i z wc. 2 poziom: 2 sypialnie, antresola, łazienka z wanną i z wc. Odrębne wejście z klatki na każdy poziom. Przynależna piwnica, garaż w cenie mieszkania. Atrakcyjna lokalizacja, zamknięte osiedle, duża ilość zieleni. Cena:489 000 zł. BN DOM-POL Lublin ul. Wertera 54 tel. 502-877-711, 511-511-556 www.dom-pol.pl: [326, 278, 552, 418]
- listing: SŁAWINEK GÓRA Dom 190 mkw. całkowicie wybudowany z ceramiki, atrakcyjny stan surowy zamknięty , pełne: [564, 1979, 784, 2017]
- square-bullet-icon: [1030, 901, 1039, 910]
- listing: uzbrojenie działki , cena 990000 zł . Proponujemy pomoc w uzyskaniu kredytu bankowego na zakup nieruchomości gwarantujemy bezpieczne przeprowadzenie transakcji , Agencja Nieruchomości Rolmex-Plus ul. Chopina 19 lok.3. tel. 660 971 908 lub 081/7420474. inne oferty na www.rolmex-plus.pl: [796, 162, 1018, 263]
- listing: GM. KONOPNICA Dom wolnostojący o pow. ok. 443 m2, na działce o pow. 2130 m2, blisko granicy miasta. Komfortowo zaaranżowane wnętrze na trzech poziomach – piętro, parter, piwnica. Wysoki standard wyposażenia z sauną, jacuzzi, kominkiem i klimatyzacją. Wykończenie m.in. elementami z drewna, marmuru, granitu. Domofon, przydomowa oczyszczalnia ścieków. Automatyczna brama wjazdowa, garaż dwustanowiskowy. Atrakcyjnie zagospodarowana działka, urokliwa okolica. Możliwość zakupu wraz z kortem tenisowym i basenem. Cena: 1 599 000 zł. BN DOM-POL Lublin ul. Wertera 54 tel. 508-484-610, 502-877-711, www.dom-pol.pl: [1030, 438, 1254, 629]
- listing: PONIKWODA Dom 240 mkw. Bardzo atrakcyjny z 1997r. po remoncie, wybudowany z pustaka 1,5 bielit ocieplony styropianem 15 cm, na podłogach ładne parkiety dębowe plus terakota, okna pcv w zewnętrznej okleinie drewnopodobnej. Budynek częściowo podpiwniczony z garażem w bryle budynku, na parterze duży salon, jadalnia, kuchnia i łazienka, na pierwszym piętrze trzy sypialnie garderoba i łazienka, na poddaszu dwa pokoje ( w domu są dwie kuchnie i trzy łazienki, dwie garderoby, w salonie jest kominek, centralne ogrzewanie własne gazowe piec dwufunkcyjny. Działka 440 mkw. z pełnym uzbrojeniem atrakcyjnie zagospodarowana. Cena 950000 zł do uzgodnienia, . Proponujemy pomoc w uzyskaniu kredytu bankowego na zakup nieruchomości gwarantujemy bezpieczne przeprowadzenie transakcji , Agencja Nieruchomości Rolmex-Plus ul. Chopina 19 lok.3. tel. 660 971 908 lub 081/7420474. inne oferty na www.rolmex-plus.pl: [796, 698, 1018, 978]
- listing: DOM parterowy w Lublinie z działką sprzedam lub zamienię na mieszkanie w bloku. Tel. 506162473.: [326, 1271, 552, 1309]
- section-headline: MIESZKANIA LUBLIN I OKOLICE: [91, 387, 309, 438]
- listing: CZUBY M-3, pow. 67,3 m2, 3 p., niski blok. dwupoziomowe, do odświeżenia lub do własnej aranżacji, salon z loggią, kuchnia z jadalnią, sypialnia, 2 łazienki, przedpokój, przynależna duża piwnica. Atrakcyjna lokalizacja, spokojna okolica, blok oddalony od ulicy, blisko tereny rekreacyjne, obiekty handlowo-usługowe. Cena: 365 000 zł. BN DOM-POL Lublin ul. Wertera 54 tel. 502-877-711, 511-511-556 www.dom-pol.pl: [88, 1109, 312, 1236]
- listing: LUBLIN ul. Łużyczan 19 M-4 Mieszkanie 2 poziomowe typu apartament, komfortowo wykończone, wyposażone w stylu nowoczesnym oraz klasycznym, p. 1/1, pow. użytkowa 93,38 m2, w nowoczesnym budynku z windą. Salon z aneksem: [88, 2039, 312, 2116]
- listing: CZECHÓW oś. Paderewskiego 70 mkw. 3 pokoje rozkładowe z balkonem dwustronne atrakcyjne po remoncie , zabudowa kuchni w cenie mieszkania , cena 339000 zł. do uzgodnienia , gwarantujemy bezpieczne przeprowadzenie transakcji ,oferujemy pomoc w uzyskaniu kredytu bankowego , Agencja Nieruchomości Rolmex- Plus ul. Chopina 19 lok.3. tel. 660 971 908 lub 081/7420474. inne oferty na www.rolmex-plus.pl: [88, 1622, 312, 1750]
- listing: 12 arów lub większą pozwolenie na budowę, wodociąg i gaz przy działce, kanalizacja wzdłuż działki, obok Urszulina, cena do uzgodnienia, tel. 600947207: [1030, 1318, 1254, 1369]
- subcategory-caption: MIESZKANIA 5-pokojowe: [326, 798, 446, 810]
